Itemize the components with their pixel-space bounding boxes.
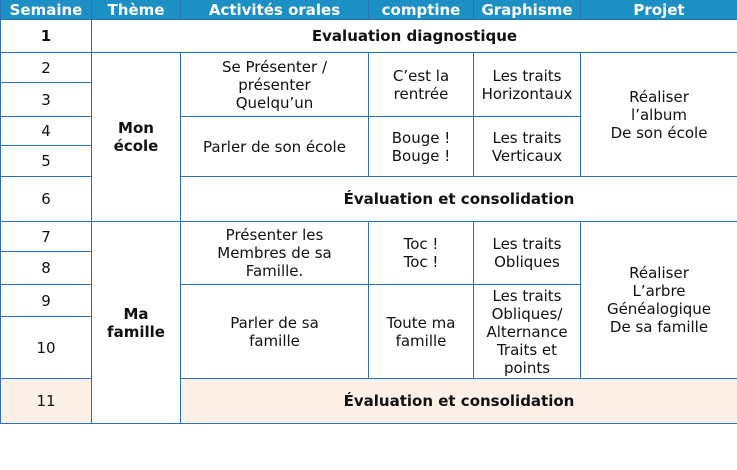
header-graphisme: Graphisme	[474, 0, 581, 20]
activite-cell: Se Présenter / présenter Quelqu’un	[181, 53, 369, 117]
comptine-cell: Bouge ! Bouge !	[369, 117, 474, 177]
week-cell: 6	[1, 177, 92, 222]
week-cell: 7	[1, 222, 92, 252]
week-cell: 9	[1, 285, 92, 317]
week-cell: 3	[1, 83, 92, 117]
header-row	[1, 0, 737, 20]
comptine-cell: Toute ma famille	[369, 285, 474, 379]
week-cell: 5	[1, 146, 92, 177]
table-row	[1, 222, 737, 252]
evaluation-consolidation: Évaluation et consolidation	[181, 177, 737, 222]
comptine-cell: Toc ! Toc !	[369, 222, 474, 285]
graphisme-cell: Les traits Obliques/ Alternance Traits et points	[474, 285, 581, 379]
week-cell: 2	[1, 53, 92, 83]
graphisme-cell: Les traits Horizontaux	[474, 53, 581, 117]
table-row	[1, 53, 737, 83]
table-row	[1, 20, 737, 53]
week-cell: 8	[1, 252, 92, 285]
theme-cell: Mon école	[92, 53, 181, 222]
week-cell: 4	[1, 117, 92, 146]
graphisme-cell: Les traits Obliques	[474, 222, 581, 285]
header-comptine: comptine	[369, 0, 474, 20]
week-cell: 1	[1, 20, 92, 53]
header-activites: Activités orales	[181, 0, 369, 20]
projet-cell: Réaliser l’album De son école	[581, 53, 737, 177]
header-projet: Projet	[581, 0, 737, 20]
activite-cell: Présenter les Membres de sa Famille.	[181, 222, 369, 285]
header-semaine: Semaine	[1, 0, 92, 20]
projet-cell: Réaliser L’arbre Généalogique De sa famille	[581, 222, 737, 379]
evaluation-diagnostique: Evaluation diagnostique	[92, 20, 737, 53]
theme-cell: Ma famille	[92, 222, 181, 424]
comptine-cell: C’est la rentrée	[369, 53, 474, 117]
activite-cell: Parler de son école	[181, 117, 369, 177]
activite-cell: Parler de sa famille	[181, 285, 369, 379]
evaluation-consolidation: Évaluation et consolidation	[181, 379, 737, 424]
week-cell: 11	[1, 379, 92, 424]
graphisme-cell: Les traits Verticaux	[474, 117, 581, 177]
header-theme: Thème	[92, 0, 181, 20]
week-cell: 10	[1, 317, 92, 379]
